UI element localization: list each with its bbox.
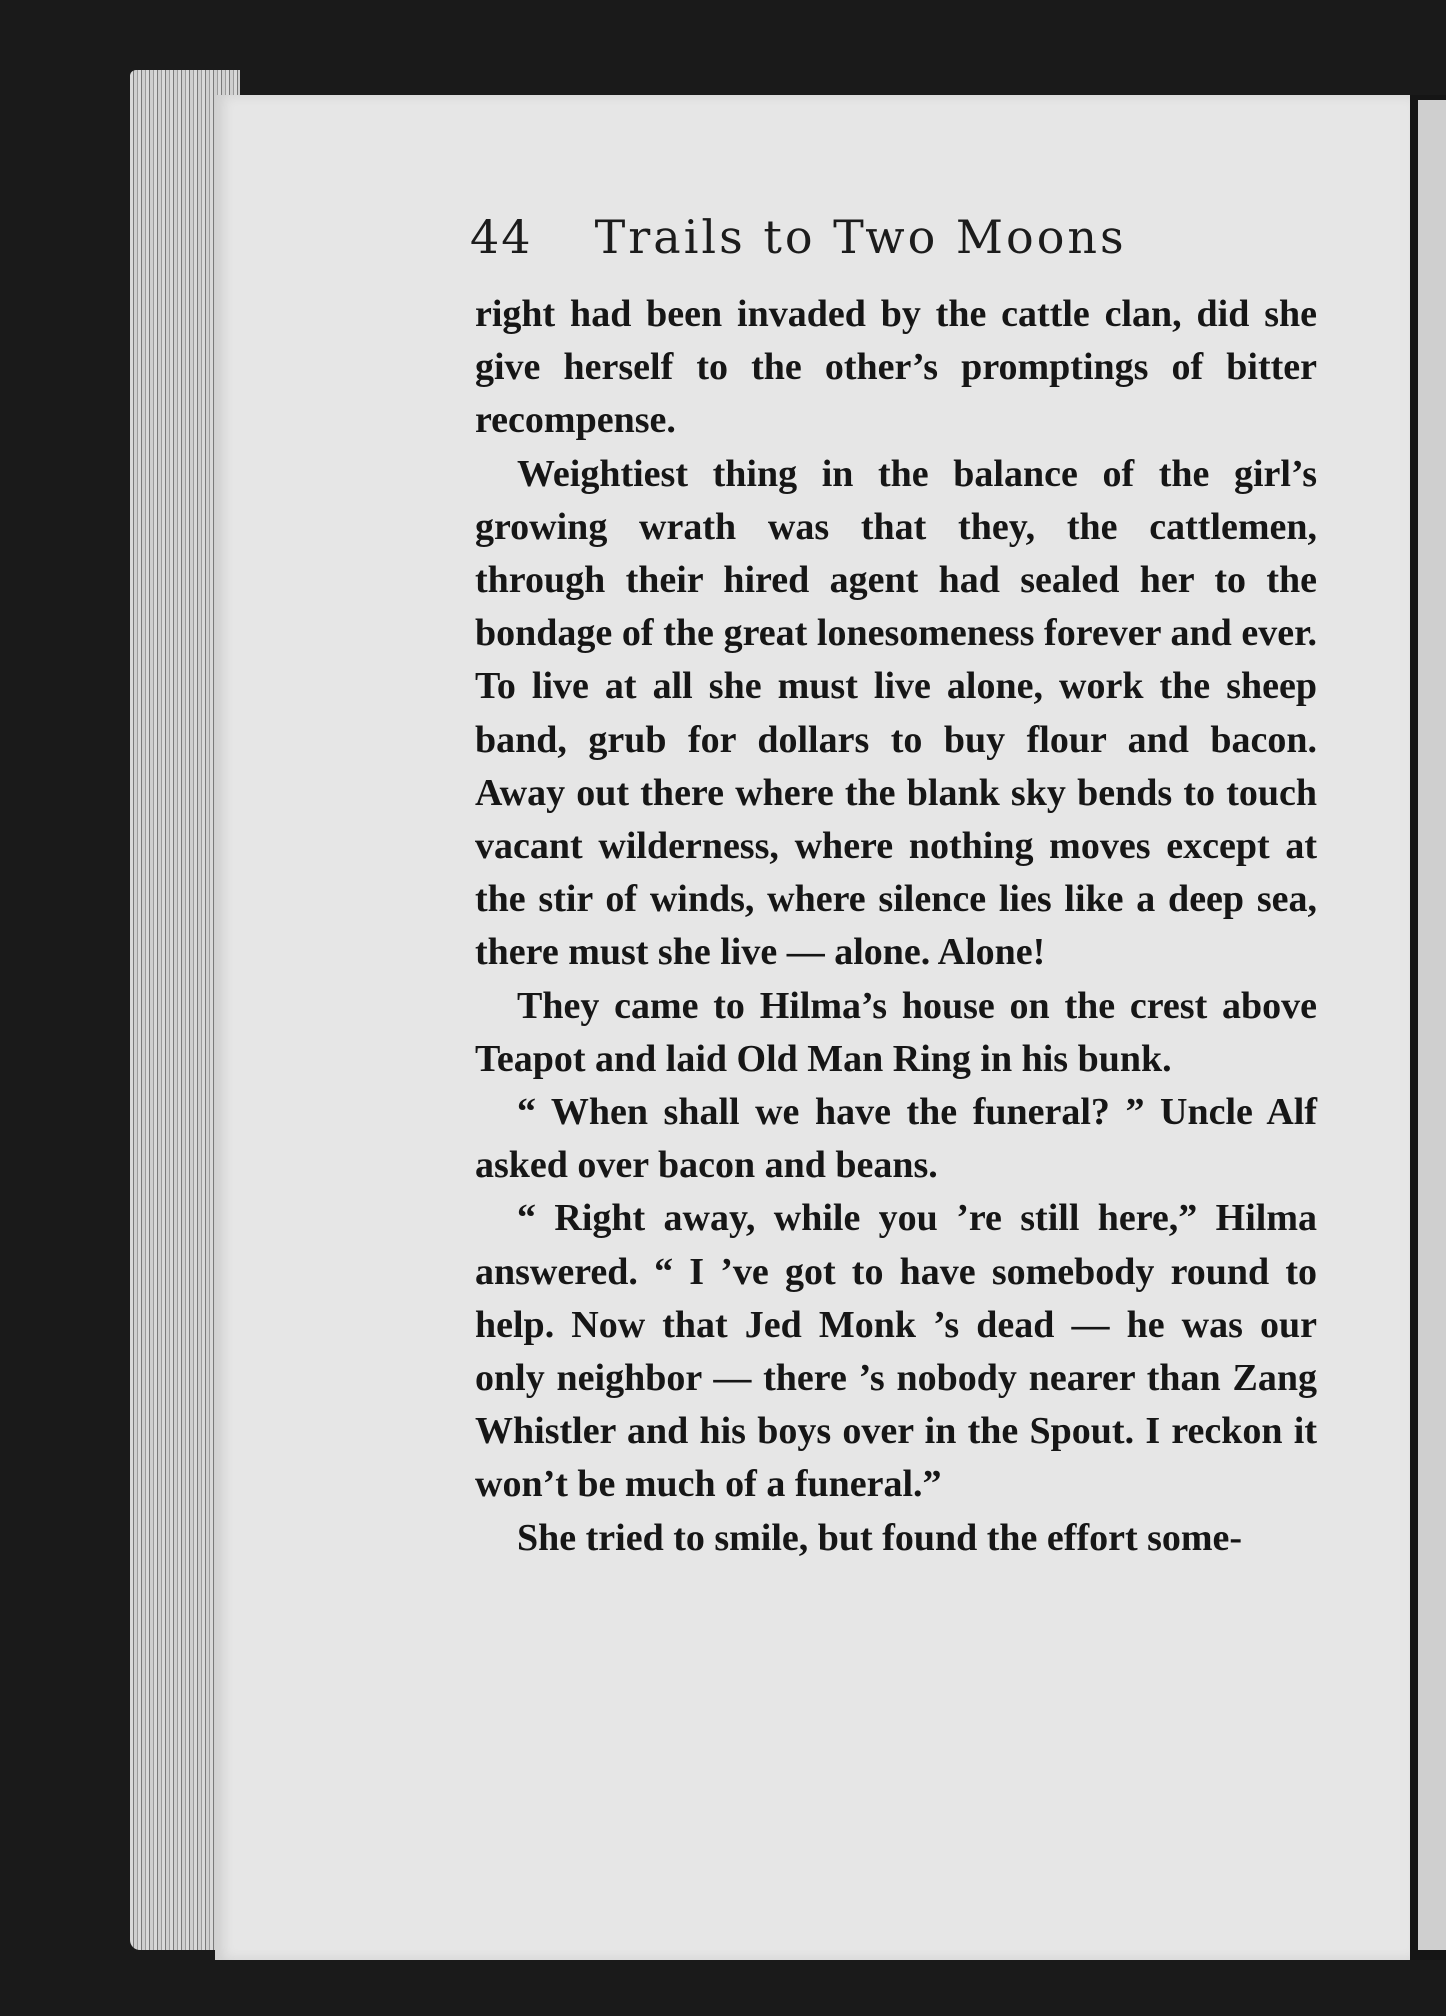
paragraph: “ Right away, while you ’re still here,” Hilma answered. “ I ’ve got to have somebody round to help. Now that Jed Monk ’s dead — he was our only neighbor — there ’s nobody nearer than Zang Whistler and his boys over in the Spout. I reckon it won’t be much of a funeral.” xyxy=(475,1197,1317,1506)
paragraph: They came to Hilma’s house on the crest above Teapot and laid Old Man Ring in his bunk. xyxy=(475,984,1317,1080)
running-title: Trails to Two Moons xyxy=(594,210,1127,264)
paragraph: She tried to smile, but found the effort some- xyxy=(517,1516,1243,1559)
body-text xyxy=(475,288,1317,1565)
paragraph: right had been invaded by the cattle clan, did she give herself to the other’s promptings of bitter recompense. xyxy=(475,293,1317,442)
paragraph: Weightiest thing in the balance of the girl’s growing wrath was that they, the cattlemen, through their hired agent had sealed her to the bondage of the great lonesomeness forever and ever. To live at all she must live alone, work the sheep band, grub for dollars to buy flour and bacon. Away out there where the blank sky bends to touch vacant wilderness, where nothing moves except at the stir of winds, where silence lies like a deep sea, there must she live — alone. Alone! xyxy=(475,452,1317,974)
paragraph: “ When shall we have the funeral? ” Uncle Alf asked over bacon and beans. xyxy=(475,1091,1317,1187)
page-number: 44 xyxy=(470,210,533,264)
running-header xyxy=(470,210,1330,280)
facing-page-edge xyxy=(1418,100,1446,1950)
